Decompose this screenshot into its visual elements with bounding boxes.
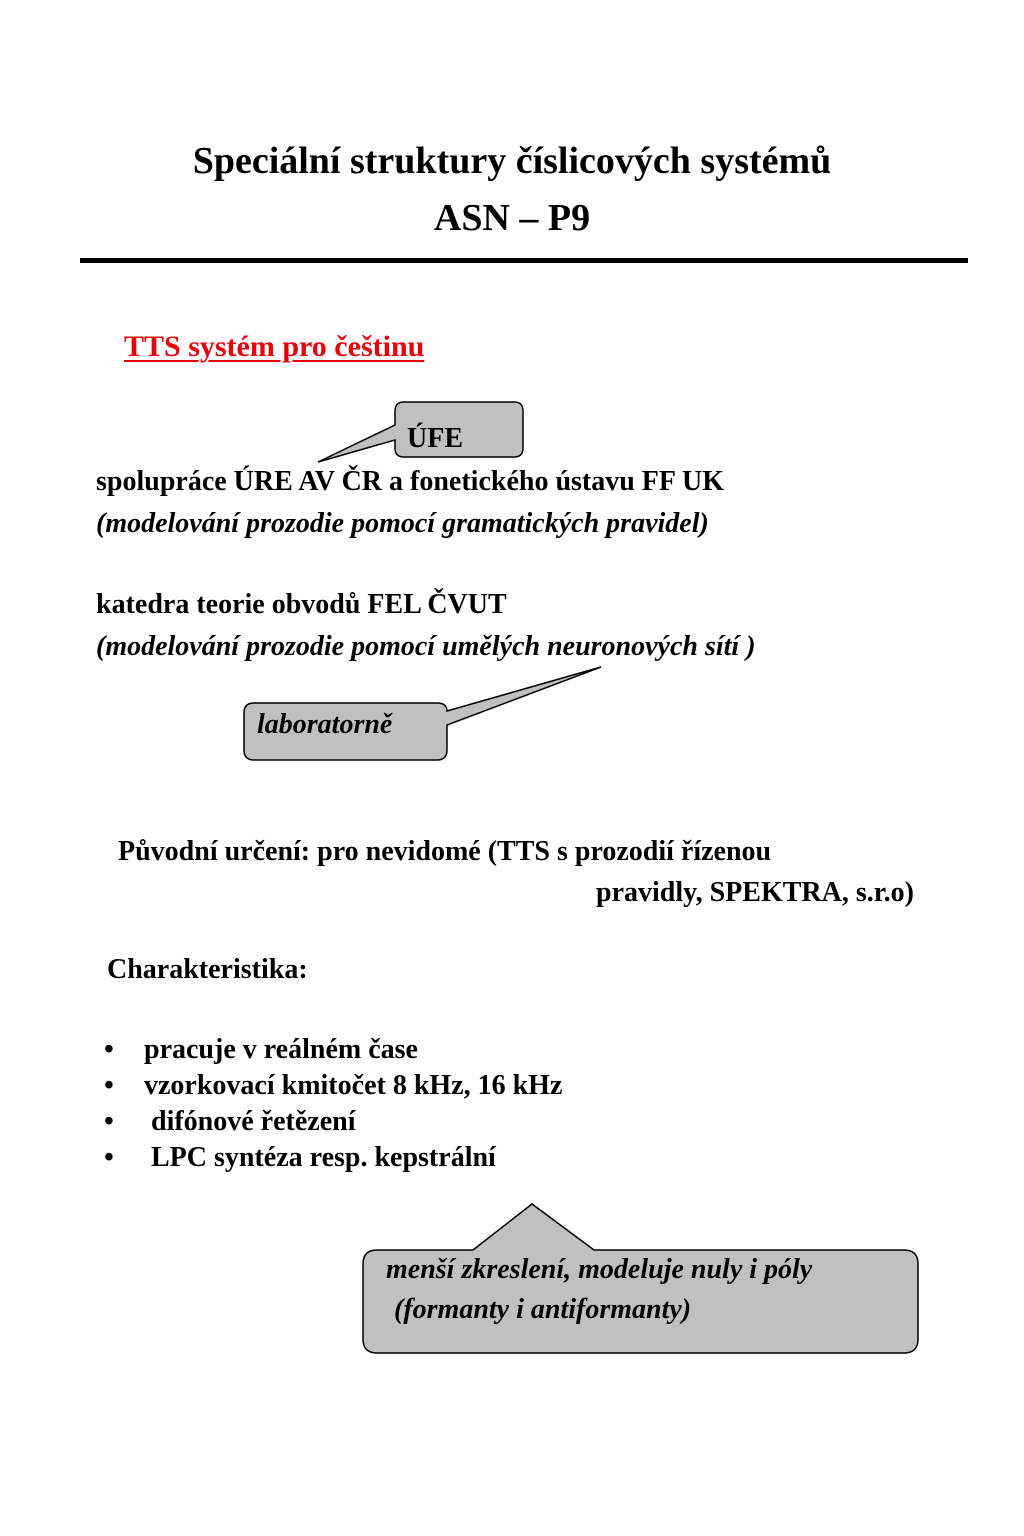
list-item: [100, 1140, 562, 1176]
callout-mensi-label-line1: menší zkreslení, modeluje nuly i póly: [386, 1254, 813, 1285]
cooperation-line-3: katedra teorie obvodů FEL ČVUT: [96, 589, 507, 620]
bullet-icon: •: [104, 1142, 114, 1173]
list-item: [100, 1032, 562, 1068]
cooperation-line-4: (modelování prozodie pomocí umělých neuronových sítí ): [96, 631, 756, 662]
cooperation-line-1: spolupráce ÚRE AV ČR a fonetického ústavu FF UK: [96, 466, 724, 497]
section-heading: TTS systém pro češtinu: [124, 330, 425, 363]
list-item: [100, 1104, 562, 1140]
callout-ufe-label: ÚFE: [407, 423, 463, 454]
callout-mensi-label-line2: (formanty i antiformanty): [394, 1294, 692, 1325]
bullet-icon: •: [104, 1034, 114, 1065]
original-purpose-line-1: Původní určení: pro nevidomé (TTS s prozodií řízenou: [118, 836, 772, 867]
callout-laboratorne-label: laboratorně: [257, 709, 393, 740]
list-item: [100, 1068, 562, 1104]
cooperation-line-2: (modelování prozodie pomocí gramatických pravidel): [96, 508, 709, 539]
page-subtitle: ASN – P9: [433, 197, 591, 239]
list-item-text: pracuje v reálném čase: [144, 1034, 418, 1065]
bullet-icon: •: [104, 1070, 114, 1101]
list-item-text: difónové řetězení: [144, 1106, 356, 1137]
bullet-icon: •: [104, 1106, 114, 1137]
list-item-text: LPC syntéza resp. kepstrální: [144, 1142, 496, 1173]
original-purpose-line-2: pravidly, SPEKTRA, s.r.o): [596, 877, 914, 908]
list-item-text: vzorkovací kmitočet 8 kHz, 16 kHz: [144, 1070, 563, 1101]
characteristics-list: [100, 1032, 562, 1176]
characteristics-heading: Charakteristika:: [107, 954, 308, 985]
page-title: Speciální struktury číslicových systémů: [192, 140, 832, 182]
